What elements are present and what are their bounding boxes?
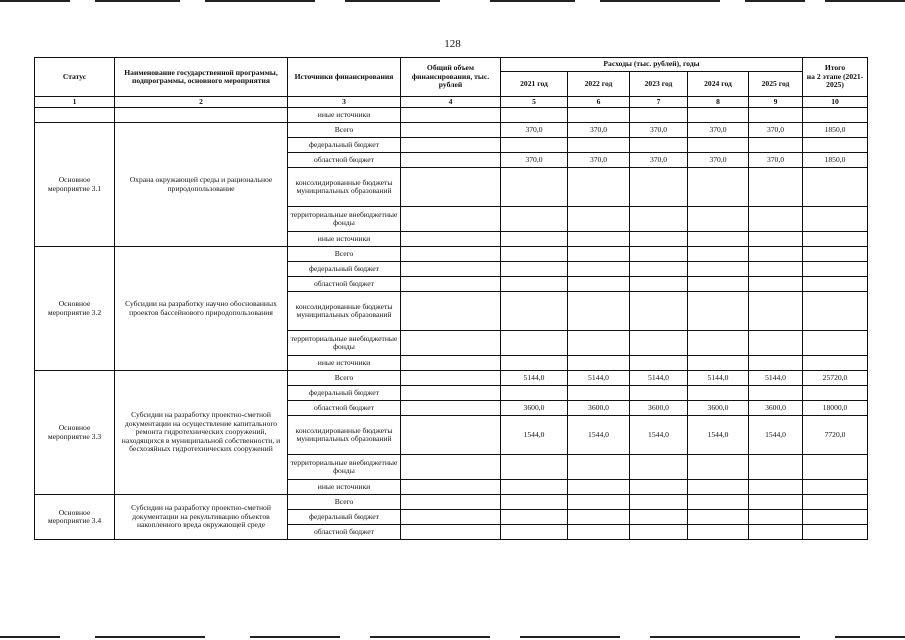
year-value-cell: 370,0 [630, 123, 688, 138]
column-number: 2 [115, 97, 288, 108]
itogo-value-cell [803, 247, 868, 262]
year-value-cell [630, 232, 688, 247]
year-value-cell [630, 455, 688, 480]
source-cell: консолидированные бюджеты муниципальных образований [288, 292, 401, 331]
year-value-cell: 370,0 [568, 153, 630, 168]
itogo-value-cell [803, 277, 868, 292]
total-volume-cell [401, 207, 501, 232]
itogo-value-cell [803, 168, 868, 207]
year-value-cell [688, 232, 749, 247]
year-value-cell: 3600,0 [688, 401, 749, 416]
source-cell: территориальные внебюджетные фонды [288, 207, 401, 232]
column-number: 5 [501, 97, 568, 108]
name-cell: Охрана окружающей среды и рациональное природопользование [115, 123, 288, 247]
year-value-cell [630, 480, 688, 495]
year-value-cell [749, 277, 803, 292]
year-header: 2022 год [568, 72, 630, 97]
year-value-cell [630, 510, 688, 525]
year-value-cell [749, 510, 803, 525]
source-cell: областной бюджет [288, 277, 401, 292]
value-cell [501, 108, 568, 123]
year-value-cell [749, 168, 803, 207]
year-value-cell [630, 356, 688, 371]
column-number: 6 [568, 97, 630, 108]
source-cell: областной бюджет [288, 153, 401, 168]
itogo-value-cell: 1850,0 [803, 153, 868, 168]
year-value-cell [501, 356, 568, 371]
year-value-cell [688, 455, 749, 480]
year-value-cell [749, 207, 803, 232]
year-value-cell [688, 356, 749, 371]
total-volume-cell [401, 525, 501, 540]
year-value-cell: 370,0 [501, 153, 568, 168]
year-value-cell: 370,0 [688, 123, 749, 138]
year-value-cell [501, 247, 568, 262]
column-number: 9 [749, 97, 803, 108]
year-value-cell [501, 525, 568, 540]
year-value-cell [688, 331, 749, 356]
year-value-cell [568, 455, 630, 480]
year-value-cell [501, 331, 568, 356]
year-value-cell [688, 138, 749, 153]
year-value-cell [568, 525, 630, 540]
itogo-value-cell [803, 262, 868, 277]
year-value-cell [501, 480, 568, 495]
scan-edge-top [0, 0, 905, 3]
total-volume-cell [401, 356, 501, 371]
year-value-cell [630, 525, 688, 540]
total-volume-cell [401, 455, 501, 480]
year-value-cell [688, 262, 749, 277]
source-cell: Всего [288, 247, 401, 262]
itogo-value-cell [803, 525, 868, 540]
itogo-label: Итого [824, 63, 846, 73]
source-cell: федеральный бюджет [288, 386, 401, 401]
year-value-cell [568, 495, 630, 510]
year-value-cell [749, 138, 803, 153]
table-row [35, 108, 868, 123]
year-value-cell: 5144,0 [749, 371, 803, 386]
source-cell: областной бюджет [288, 525, 401, 540]
source-cell: консолидированные бюджеты муниципальных образований [288, 168, 401, 207]
value-cell [568, 108, 630, 123]
total-volume-cell [401, 138, 501, 153]
total-volume-cell [401, 123, 501, 138]
value-cell [401, 108, 501, 123]
column-number: 4 [401, 97, 501, 108]
source-cell: федеральный бюджет [288, 510, 401, 525]
table-row [35, 123, 868, 138]
year-value-cell [501, 510, 568, 525]
name-cell: Субсидии на разработку проектно-сметной документации на осуществление капитального ремонта гидротехнических сооружений, находящихся в муниципальной собственности, и бесхозяйных гидротехнических сооружений [115, 371, 288, 495]
value-cell [749, 108, 803, 123]
year-value-cell [688, 386, 749, 401]
year-value-cell [688, 510, 749, 525]
year-value-cell: 1544,0 [501, 416, 568, 455]
year-value-cell [568, 356, 630, 371]
value-cell [803, 108, 868, 123]
year-value-cell: 1544,0 [688, 416, 749, 455]
total-volume-cell [401, 495, 501, 510]
itogo-value-cell [803, 386, 868, 401]
total-volume-cell [401, 153, 501, 168]
year-value-cell [568, 207, 630, 232]
column-number: 7 [630, 97, 688, 108]
name-cell [115, 108, 288, 123]
year-value-cell [688, 168, 749, 207]
itogo-value-cell: 1850,0 [803, 123, 868, 138]
year-value-cell [688, 495, 749, 510]
year-value-cell [568, 331, 630, 356]
itogo-value-cell [803, 232, 868, 247]
scan-edge-bottom [0, 636, 905, 639]
total-volume-cell [401, 510, 501, 525]
year-value-cell [568, 247, 630, 262]
table-row [35, 495, 868, 510]
year-value-cell [630, 495, 688, 510]
year-value-cell: 5144,0 [501, 371, 568, 386]
col-name-header: Наименование государственной программы, подпрограммы, основного мероприятия [115, 58, 288, 97]
year-value-cell [568, 480, 630, 495]
itogo-value-cell [803, 207, 868, 232]
budget-table [34, 57, 868, 540]
total-volume-cell [401, 292, 501, 331]
year-value-cell: 370,0 [630, 153, 688, 168]
status-cell: Основное мероприятие 3.4 [35, 495, 115, 540]
year-value-cell [749, 525, 803, 540]
total-volume-cell [401, 401, 501, 416]
year-value-cell [630, 386, 688, 401]
year-value-cell [688, 525, 749, 540]
year-header: 2021 год [501, 72, 568, 97]
itogo-value-cell: 7720,0 [803, 416, 868, 455]
year-value-cell [568, 232, 630, 247]
itogo-value-cell [803, 455, 868, 480]
year-value-cell [501, 277, 568, 292]
total-volume-cell [401, 262, 501, 277]
year-value-cell [630, 331, 688, 356]
year-value-cell [749, 292, 803, 331]
year-value-cell [749, 331, 803, 356]
year-value-cell [749, 480, 803, 495]
col-expenses-header: Расходы (тыс. рублей), годы [501, 58, 803, 72]
year-value-cell: 5144,0 [568, 371, 630, 386]
source-cell: Всего [288, 123, 401, 138]
year-value-cell [501, 207, 568, 232]
year-value-cell [501, 495, 568, 510]
year-value-cell [688, 277, 749, 292]
year-value-cell: 370,0 [501, 123, 568, 138]
source-cell: территориальные внебюджетные фонды [288, 455, 401, 480]
col-itogo-header [803, 58, 868, 97]
year-value-cell [630, 292, 688, 331]
total-volume-cell [401, 386, 501, 401]
year-value-cell: 370,0 [688, 153, 749, 168]
total-volume-cell [401, 371, 501, 386]
total-volume-cell [401, 168, 501, 207]
table-row [35, 371, 868, 386]
source-cell: иные источники [288, 108, 401, 123]
year-value-cell [501, 262, 568, 277]
year-value-cell: 370,0 [568, 123, 630, 138]
value-cell [630, 108, 688, 123]
col-status-header: Статус [35, 58, 115, 97]
year-value-cell: 3600,0 [501, 401, 568, 416]
year-value-cell [501, 168, 568, 207]
itogo-value-cell [803, 510, 868, 525]
itogo-sublabel: на 2 этапе (2021-2025) [806, 71, 864, 90]
year-value-cell [749, 262, 803, 277]
col-total-volume-header: Общий объем финансирования, тыс. рублей [401, 58, 501, 97]
value-cell [688, 108, 749, 123]
total-volume-cell [401, 331, 501, 356]
year-value-cell [630, 277, 688, 292]
year-value-cell [630, 262, 688, 277]
source-cell: иные источники [288, 356, 401, 371]
name-cell: Субсидии на разработку проектно-сметной документации на рекультивацию объектов накопленного вреда окружающей среде [115, 495, 288, 540]
year-value-cell [630, 207, 688, 232]
year-value-cell [568, 386, 630, 401]
column-number: 1 [35, 97, 115, 108]
status-cell: Основное мероприятие 3.2 [35, 247, 115, 371]
year-value-cell [501, 455, 568, 480]
year-value-cell [749, 455, 803, 480]
year-value-cell [630, 168, 688, 207]
year-value-cell [630, 138, 688, 153]
year-value-cell [749, 232, 803, 247]
page-number: 128 [444, 38, 461, 50]
year-value-cell [501, 386, 568, 401]
itogo-value-cell: 25720,0 [803, 371, 868, 386]
table-row [35, 247, 868, 262]
column-number-row [35, 97, 868, 108]
year-value-cell [688, 292, 749, 331]
col-sources-header: Источники финансирования [288, 58, 401, 97]
year-value-cell: 5144,0 [630, 371, 688, 386]
year-value-cell: 1544,0 [749, 416, 803, 455]
status-cell: Основное мероприятие 3.3 [35, 371, 115, 495]
year-value-cell [501, 232, 568, 247]
column-number: 10 [803, 97, 868, 108]
itogo-value-cell [803, 331, 868, 356]
year-value-cell [501, 292, 568, 331]
year-value-cell [568, 292, 630, 331]
year-value-cell: 5144,0 [688, 371, 749, 386]
year-value-cell [568, 138, 630, 153]
year-value-cell [568, 277, 630, 292]
year-value-cell [568, 510, 630, 525]
year-header: 2023 год [630, 72, 688, 97]
source-cell: Всего [288, 371, 401, 386]
column-number: 3 [288, 97, 401, 108]
year-value-cell: 3600,0 [749, 401, 803, 416]
itogo-value-cell [803, 138, 868, 153]
itogo-value-cell [803, 480, 868, 495]
status-cell: Основное мероприятие 3.1 [35, 123, 115, 247]
year-value-cell [749, 247, 803, 262]
total-volume-cell [401, 247, 501, 262]
source-cell: территориальные внебюджетные фонды [288, 331, 401, 356]
header-row [35, 58, 868, 72]
year-value-cell [749, 495, 803, 510]
year-header: 2025 год [749, 72, 803, 97]
total-volume-cell [401, 232, 501, 247]
year-value-cell [688, 207, 749, 232]
name-cell: Субсидии на разработку научно обоснованных проектов бассейнового природопользования [115, 247, 288, 371]
year-value-cell [749, 356, 803, 371]
source-cell: Всего [288, 495, 401, 510]
source-cell: областной бюджет [288, 401, 401, 416]
status-cell [35, 108, 115, 123]
year-value-cell [749, 386, 803, 401]
source-cell: федеральный бюджет [288, 262, 401, 277]
year-value-cell: 1544,0 [630, 416, 688, 455]
total-volume-cell [401, 480, 501, 495]
year-value-cell: 370,0 [749, 153, 803, 168]
year-value-cell [688, 247, 749, 262]
year-value-cell: 370,0 [749, 123, 803, 138]
itogo-value-cell [803, 292, 868, 331]
total-volume-cell [401, 277, 501, 292]
itogo-value-cell: 18000,0 [803, 401, 868, 416]
year-header: 2024 год [688, 72, 749, 97]
year-value-cell [688, 480, 749, 495]
year-value-cell: 3600,0 [630, 401, 688, 416]
source-cell: консолидированные бюджеты муниципальных образований [288, 416, 401, 455]
table-body [35, 108, 868, 540]
column-number: 8 [688, 97, 749, 108]
source-cell: федеральный бюджет [288, 138, 401, 153]
itogo-value-cell [803, 495, 868, 510]
year-value-cell [568, 168, 630, 207]
year-value-cell [630, 247, 688, 262]
itogo-value-cell [803, 356, 868, 371]
year-value-cell: 3600,0 [568, 401, 630, 416]
year-value-cell [568, 262, 630, 277]
source-cell: иные источники [288, 480, 401, 495]
source-cell: иные источники [288, 232, 401, 247]
year-value-cell: 1544,0 [568, 416, 630, 455]
year-value-cell [501, 138, 568, 153]
total-volume-cell [401, 416, 501, 455]
